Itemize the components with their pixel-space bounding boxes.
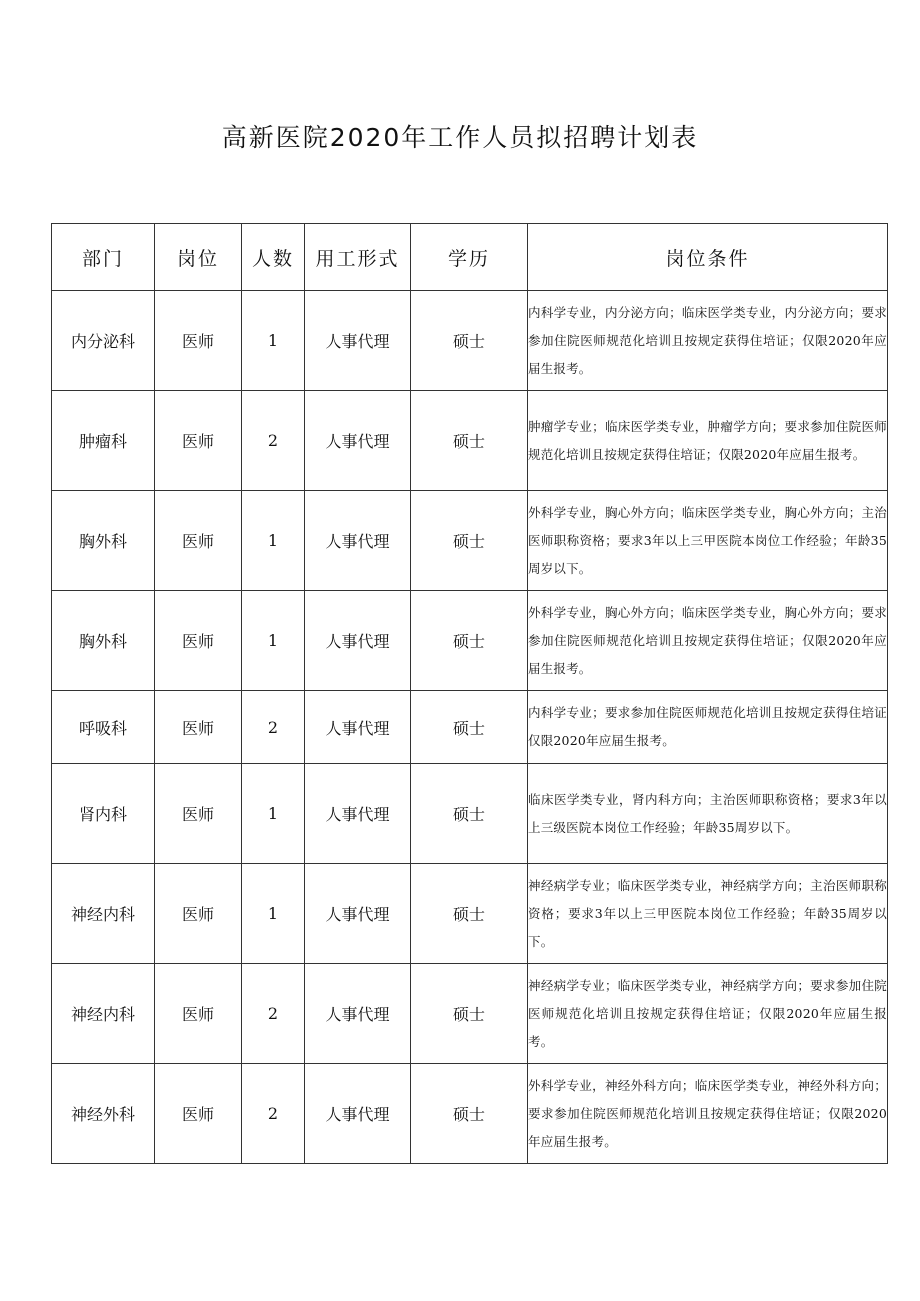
header-employment: 用工形式 (305, 224, 411, 291)
table-row (52, 1064, 888, 1164)
cell-count: 1 (242, 864, 305, 964)
cell-employment: 人事代理 (305, 691, 411, 764)
cell-conditions: 内科学专业；要求参加住院医师规范化培训且按规定获得住培证仅限2020年应届生报考。 (528, 691, 888, 764)
cell-employment: 人事代理 (305, 1064, 411, 1164)
cell-employment: 人事代理 (305, 291, 411, 391)
cell-education: 硕士 (411, 291, 528, 391)
cell-dept: 神经内科 (52, 864, 155, 964)
cell-education: 硕士 (411, 764, 528, 864)
cell-count: 2 (242, 391, 305, 491)
cell-employment: 人事代理 (305, 491, 411, 591)
table-header-row (52, 224, 888, 291)
cell-post: 医师 (155, 591, 242, 691)
cell-count: 1 (242, 591, 305, 691)
cell-employment: 人事代理 (305, 964, 411, 1064)
table-row (52, 291, 888, 391)
cell-conditions: 外科学专业，胸心外方向；临床医学类专业，胸心外方向；要求参加住院医师规范化培训且按规定获得住培证；仅限2020年应届生报考。 (528, 591, 888, 691)
table-row (52, 964, 888, 1064)
cell-count: 1 (242, 291, 305, 391)
cell-post: 医师 (155, 1064, 242, 1164)
cell-employment: 人事代理 (305, 391, 411, 491)
cell-education: 硕士 (411, 964, 528, 1064)
header-education: 学历 (411, 224, 528, 291)
cell-count: 2 (242, 691, 305, 764)
cell-dept: 胸外科 (52, 591, 155, 691)
cell-count: 2 (242, 964, 305, 1064)
cell-count: 2 (242, 1064, 305, 1164)
cell-dept: 胸外科 (52, 491, 155, 591)
cell-dept: 肿瘤科 (52, 391, 155, 491)
cell-count: 1 (242, 491, 305, 591)
cell-employment: 人事代理 (305, 591, 411, 691)
cell-post: 医师 (155, 291, 242, 391)
cell-education: 硕士 (411, 864, 528, 964)
cell-employment: 人事代理 (305, 864, 411, 964)
cell-count: 1 (242, 764, 305, 864)
cell-post: 医师 (155, 491, 242, 591)
table-row (52, 491, 888, 591)
cell-conditions: 内科学专业，内分泌方向；临床医学类专业，内分泌方向；要求参加住院医师规范化培训且按规定获得住培证；仅限2020年应届生报考。 (528, 291, 888, 391)
cell-dept: 呼吸科 (52, 691, 155, 764)
cell-education: 硕士 (411, 391, 528, 491)
header-count: 人数 (242, 224, 305, 291)
table-row (52, 864, 888, 964)
cell-dept: 神经内科 (52, 964, 155, 1064)
header-dept: 部门 (52, 224, 155, 291)
cell-education: 硕士 (411, 691, 528, 764)
table-row (52, 391, 888, 491)
cell-education: 硕士 (411, 591, 528, 691)
cell-dept: 神经外科 (52, 1064, 155, 1164)
table-row (52, 764, 888, 864)
cell-education: 硕士 (411, 1064, 528, 1164)
header-post: 岗位 (155, 224, 242, 291)
cell-conditions: 临床医学类专业，肾内科方向；主治医师职称资格；要求3年以上三级医院本岗位工作经验；年龄35周岁以下。 (528, 764, 888, 864)
cell-conditions: 外科学专业，胸心外方向；临床医学类专业，胸心外方向；主治医师职称资格；要求3年以上三甲医院本岗位工作经验；年龄35周岁以下。 (528, 491, 888, 591)
cell-employment: 人事代理 (305, 764, 411, 864)
cell-post: 医师 (155, 964, 242, 1064)
cell-conditions: 神经病学专业；临床医学类专业，神经病学方向；要求参加住院医师规范化培训且按规定获得住培证；仅限2020年应届生报考。 (528, 964, 888, 1064)
cell-conditions: 肿瘤学专业；临床医学类专业，肿瘤学方向；要求参加住院医师规范化培训且按规定获得住培证；仅限2020年应届生报考。 (528, 391, 888, 491)
cell-education: 硕士 (411, 491, 528, 591)
table-row (52, 691, 888, 764)
cell-post: 医师 (155, 764, 242, 864)
header-conditions: 岗位条件 (528, 224, 888, 291)
recruitment-plan-table (51, 223, 888, 1164)
cell-dept: 内分泌科 (52, 291, 155, 391)
page-title: 高新医院2020年工作人员拟招聘计划表 (221, 123, 699, 152)
cell-dept: 肾内科 (52, 764, 155, 864)
cell-conditions: 神经病学专业；临床医学类专业，神经病学方向；主治医师职称资格；要求3年以上三甲医院本岗位工作经验；年龄35周岁以下。 (528, 864, 888, 964)
table-row (52, 591, 888, 691)
cell-post: 医师 (155, 691, 242, 764)
cell-conditions: 外科学专业，神经外科方向；临床医学类专业，神经外科方向；要求参加住院医师规范化培训且按规定获得住培证；仅限2020年应届生报考。 (528, 1064, 888, 1164)
cell-post: 医师 (155, 864, 242, 964)
cell-post: 医师 (155, 391, 242, 491)
